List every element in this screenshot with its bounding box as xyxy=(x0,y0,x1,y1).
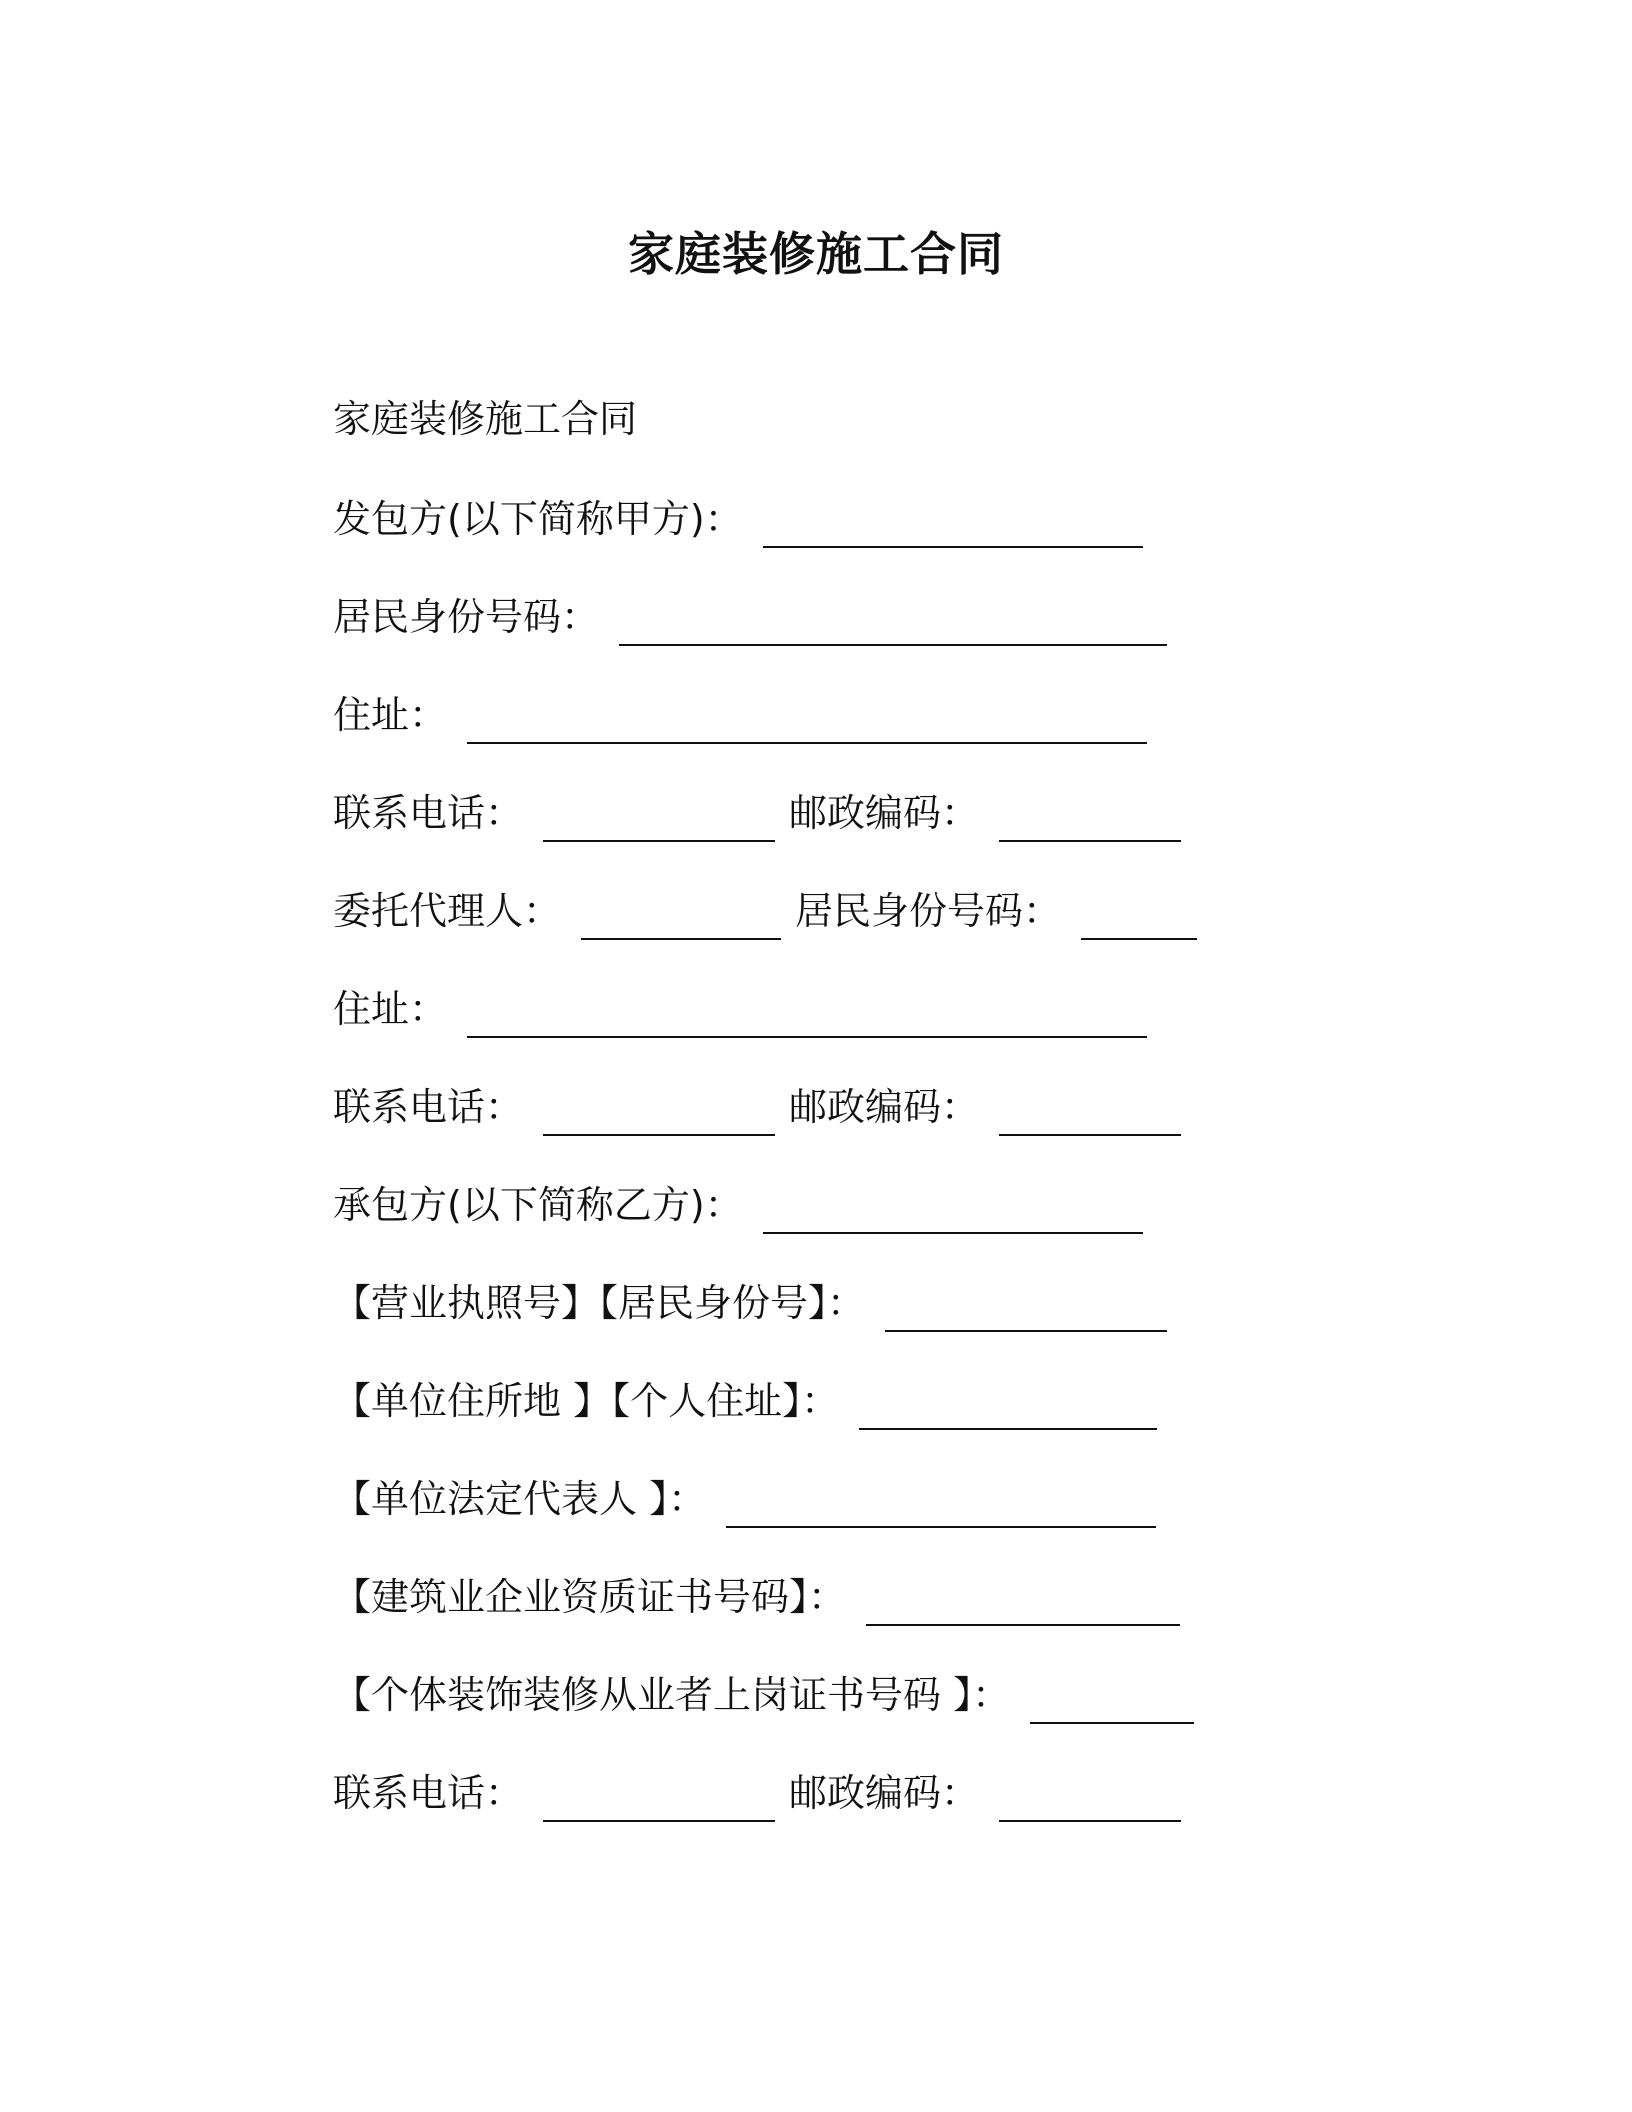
agent-postcode-label: 邮政编码： xyxy=(789,1085,980,1129)
party-a-address-label: 住址： xyxy=(333,693,448,737)
party-a-contact-line xyxy=(333,782,1195,842)
party-b-address-label: 【单位住所地 】【个人住址】： xyxy=(333,1379,840,1423)
party-a-address-line xyxy=(333,684,1161,744)
agent-phone-label: 联系电话： xyxy=(333,1085,524,1129)
party-a-id-label: 居民身份号码： xyxy=(333,595,600,639)
party-b-license-blank[interactable] xyxy=(885,1326,1167,1332)
party-b-qualification-label: 【建筑业企业资质证书号码】： xyxy=(333,1575,847,1619)
party-a-id-blank[interactable] xyxy=(619,640,1167,646)
agent-blank[interactable] xyxy=(581,934,781,940)
party-b-license-line xyxy=(333,1272,1181,1332)
agent-postcode-blank[interactable] xyxy=(999,1130,1181,1136)
agent-line xyxy=(333,880,1211,940)
agent-address-line xyxy=(333,978,1161,1038)
party-b-legal-rep-blank[interactable] xyxy=(726,1522,1156,1528)
party-b-label: 承包方(以下简称乙方)： xyxy=(333,1183,743,1227)
party-b-phone-blank[interactable] xyxy=(543,1816,775,1822)
party-b-contact-line xyxy=(333,1762,1195,1822)
party-b-blank[interactable] xyxy=(763,1228,1143,1234)
subtitle-line xyxy=(333,388,637,448)
agent-label: 委托代理人： xyxy=(333,889,562,933)
agent-address-blank[interactable] xyxy=(467,1032,1147,1038)
party-b-license-label: 【营业执照号】【居民身份号】： xyxy=(333,1281,866,1325)
party-b-phone-label: 联系电话： xyxy=(333,1771,524,1815)
document-title: 家庭装修施工合同 xyxy=(628,227,1004,281)
party-b-address-line xyxy=(333,1370,1171,1430)
party-b-legal-rep-label: 【单位法定代表人 】： xyxy=(333,1477,707,1521)
party-b-certificate-label: 【个体装饰装修从业者上岗证书号码 】： xyxy=(333,1673,1011,1717)
party-a-phone-blank[interactable] xyxy=(543,836,775,842)
agent-address-label: 住址： xyxy=(333,987,448,1031)
party-b-qualification-blank[interactable] xyxy=(866,1620,1180,1626)
party-a-line xyxy=(333,488,1157,548)
agent-contact-line xyxy=(333,1076,1195,1136)
party-a-label: 发包方(以下简称甲方)： xyxy=(333,497,743,541)
party-b-postcode-label: 邮政编码： xyxy=(789,1771,980,1815)
agent-id-label: 居民身份号码： xyxy=(795,889,1062,933)
party-b-postcode-blank[interactable] xyxy=(999,1816,1181,1822)
agent-phone-blank[interactable] xyxy=(543,1130,775,1136)
party-b-address-blank[interactable] xyxy=(859,1424,1157,1430)
party-b-legal-rep-line xyxy=(333,1468,1170,1528)
party-b-qualification-line xyxy=(333,1566,1194,1626)
party-a-blank[interactable] xyxy=(763,542,1143,548)
party-a-id-line xyxy=(333,586,1181,646)
party-a-phone-label: 联系电话： xyxy=(333,791,524,835)
document-subtitle: 家庭装修施工合同 xyxy=(333,397,638,441)
party-a-postcode-blank[interactable] xyxy=(999,836,1181,842)
party-b-certificate-line xyxy=(333,1664,1208,1724)
party-b-line xyxy=(333,1174,1157,1234)
party-b-certificate-blank[interactable] xyxy=(1030,1718,1194,1724)
party-a-postcode-label: 邮政编码： xyxy=(789,791,980,835)
party-a-address-blank[interactable] xyxy=(467,738,1147,744)
agent-id-blank[interactable] xyxy=(1081,934,1197,940)
